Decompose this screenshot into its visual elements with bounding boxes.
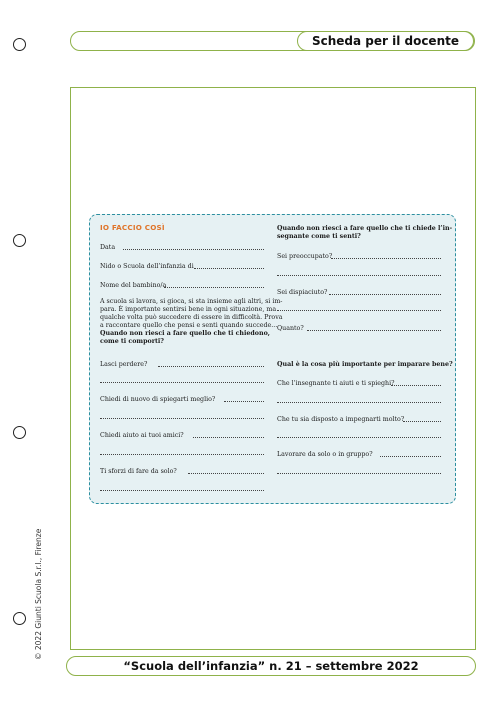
answer-line[interactable] [277,402,441,403]
answer-item-label: Lavorare da solo o in gruppo? [277,451,373,458]
answer-line[interactable] [100,382,264,383]
header-bar [70,31,475,51]
intro-line: a raccontare quello che pensi e senti quando succede... [100,322,278,329]
answer-line[interactable] [224,401,264,402]
worksheet-card [89,214,456,504]
copyright-credit: © 2022 Giunti Scuola S.r.l., Firenze [34,528,43,660]
header-title: Scheda per il docente [297,31,474,51]
answer-line[interactable] [277,473,441,474]
answer-line[interactable] [380,456,441,457]
answer-item-label: Sei preoccupato? [277,253,333,260]
answer-line[interactable] [193,437,264,438]
binder-hole [13,612,26,625]
answer-line[interactable] [277,310,441,311]
binder-hole [13,234,26,247]
answer-line[interactable] [403,421,441,422]
answer-line[interactable] [391,385,441,386]
question-2: segnante come ti senti? [277,233,361,240]
answer-item-label: Chiedi aiuto ai tuoi amici? [100,432,184,439]
answer-item-label: Ti sforzi di fare da solo? [100,468,177,475]
footer-bar: “Scuola dell’infanzia” n. 21 – settembre 2022 [66,656,476,676]
binder-hole [13,38,26,51]
answer-item-label: Che tu sia disposto a impegnarti molto? [277,416,405,423]
field-school-label: Nido o Scuola dell’infanzia di [100,263,194,270]
answer-line[interactable] [277,437,441,438]
field-school-line[interactable] [194,268,264,269]
intro-line: para. È importante sentirsi bene in ogni situazione, ma [100,306,277,313]
answer-line[interactable] [188,473,264,474]
answer-item-label: Quanto? [277,325,304,332]
intro-line: qualche volta può succedere di essere in difficoltà. Prova [100,314,283,321]
answer-line[interactable] [277,275,441,276]
field-child-line[interactable] [164,287,264,288]
question-1: Quando non riesci a fare quello che ti chiedono, [100,330,270,337]
answer-item-label: Chiedi di nuovo di spiegarti meglio? [100,396,216,403]
field-date-line[interactable] [123,249,264,250]
card-title: IO FACCIO COSÌ [100,223,165,232]
answer-line[interactable] [100,490,264,491]
answer-line[interactable] [329,294,441,295]
answer-item-label: Lasci perdere? [100,361,148,368]
answer-line[interactable] [100,454,264,455]
question-1: come ti comporti? [100,338,164,345]
binder-hole [13,426,26,439]
answer-line[interactable] [158,366,264,367]
answer-item-label: Che l’insegnante ti aiuti e ti spieghi? [277,380,395,387]
question-2: Quando non riesci a fare quello che ti chiede l’in- [277,225,453,232]
question-3: Qual è la cosa più importante per imparare bene? [277,361,453,368]
answer-line[interactable] [331,258,441,259]
field-date-label: Data [100,244,116,251]
field-child-label: Nome del bambino/a [100,282,167,289]
answer-line[interactable] [100,418,264,419]
answer-item-label: Sei dispiaciuto? [277,289,328,296]
answer-line[interactable] [307,330,441,331]
intro-line: A scuola si lavora, si gioca, si sta insieme agli altri, si im- [100,298,283,305]
